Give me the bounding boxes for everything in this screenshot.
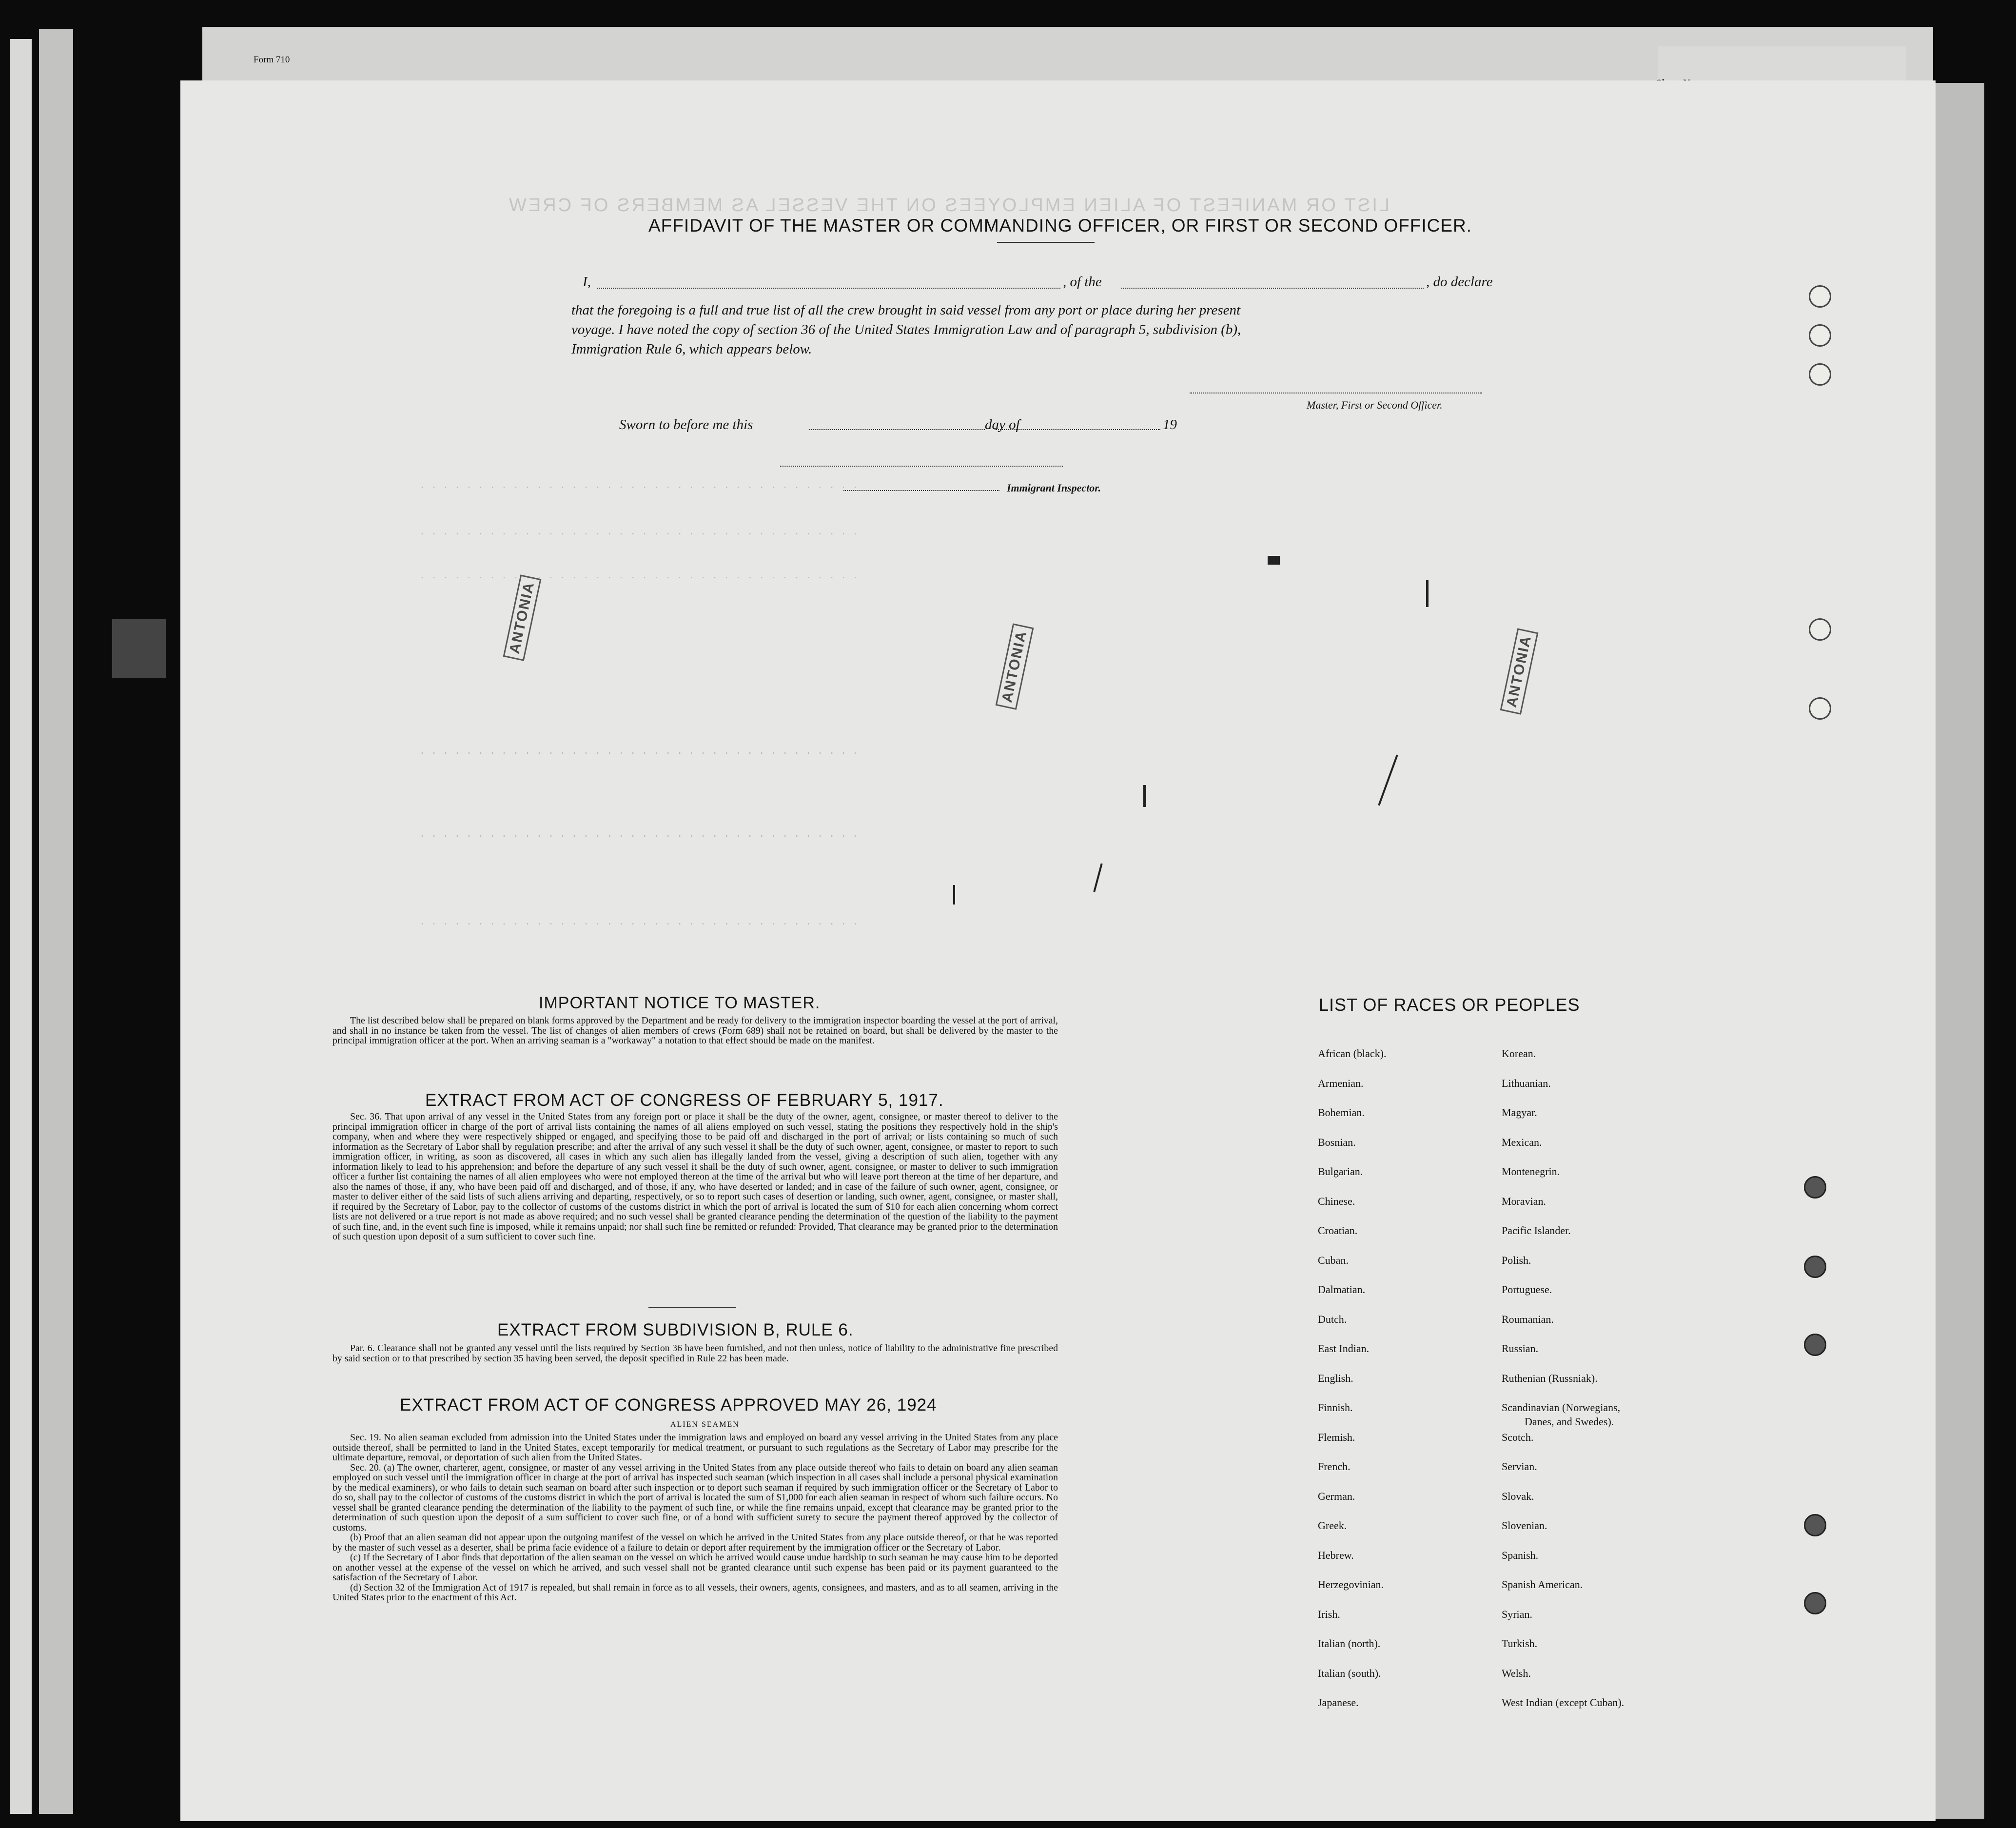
race-item: Spanish. bbox=[1502, 1549, 1539, 1561]
binder-hole bbox=[1804, 1334, 1826, 1356]
bleed-through-row: . . . . . . . . . . . . . . . . . . . . . . . . . . . . . . . . . . . . . . bbox=[419, 570, 859, 582]
race-item: Italian (south). bbox=[1318, 1667, 1381, 1679]
race-item: Greek. bbox=[1318, 1519, 1347, 1532]
notice-title: IMPORTANT NOTICE TO MASTER. bbox=[539, 994, 821, 1012]
race-item: Flemish. bbox=[1318, 1431, 1355, 1443]
vessel-stamp: ANTONIA bbox=[1500, 628, 1539, 715]
race-item: English. bbox=[1318, 1372, 1353, 1384]
race-item: African (black). bbox=[1318, 1047, 1387, 1060]
affidavit-line-2: that the foregoing is a full and true list of all the crew brought in said vessel from any port or place during her present bbox=[571, 302, 1241, 318]
race-item: Italian (north). bbox=[1318, 1637, 1381, 1650]
race-item: Dalmatian. bbox=[1318, 1283, 1366, 1296]
race-item: Dutch. bbox=[1318, 1313, 1347, 1325]
sworn-day-field[interactable] bbox=[809, 429, 985, 430]
race-item: Herzegovinian. bbox=[1318, 1578, 1384, 1591]
race-item: Ruthenian (Russniak). bbox=[1502, 1372, 1598, 1384]
race-item: Welsh. bbox=[1502, 1667, 1531, 1679]
bleed-through-row: . . . . . . . . . . . . . . . . . . . . . . . . . . . . . . . . . . . . . . bbox=[419, 527, 859, 538]
binder-hole bbox=[1809, 324, 1831, 347]
declare-text: , do declare bbox=[1426, 274, 1493, 290]
affidavit-title: AFFIDAVIT OF THE MASTER OR COMMANDING OFFICER, OR FIRST OR SECOND OFFICER. bbox=[648, 216, 1472, 236]
ink-mark bbox=[1143, 785, 1146, 807]
race-item: Korean. bbox=[1502, 1047, 1536, 1060]
race-item: Moravian. bbox=[1502, 1195, 1546, 1207]
race-item: Bohemian. bbox=[1318, 1106, 1365, 1119]
race-item: West Indian (except Cuban). bbox=[1502, 1696, 1625, 1709]
race-item: Syrian. bbox=[1502, 1608, 1532, 1620]
form-number: Form 710 bbox=[254, 55, 290, 65]
section-divider bbox=[648, 1307, 736, 1308]
race-item: Finnish. bbox=[1318, 1401, 1353, 1414]
race-item: Bosnian. bbox=[1318, 1136, 1356, 1148]
inspector-label: Immigrant Inspector. bbox=[1007, 482, 1101, 494]
race-item: Mexican. bbox=[1502, 1136, 1542, 1148]
race-item: Magyar. bbox=[1502, 1106, 1537, 1119]
rule6-title: EXTRACT FROM SUBDIVISION B, RULE 6. bbox=[497, 1320, 854, 1339]
binder-hole bbox=[1804, 1514, 1826, 1536]
declarant-of-the: , of the bbox=[1063, 274, 1102, 290]
sworn-year: 19 bbox=[1163, 417, 1177, 432]
race-item: Roumanian. bbox=[1502, 1313, 1554, 1325]
race-item: Japanese. bbox=[1318, 1696, 1359, 1709]
race-item: Slovenian. bbox=[1502, 1519, 1547, 1532]
binder-hole bbox=[1809, 697, 1831, 720]
inspector-line bbox=[843, 490, 999, 491]
page-edge-left-2 bbox=[39, 29, 73, 1814]
ink-mark bbox=[1426, 580, 1429, 607]
extract-1924-title: EXTRACT FROM ACT OF CONGRESS APPROVED MAY 26, 1924 bbox=[400, 1396, 937, 1415]
race-item: Cuban. bbox=[1318, 1254, 1349, 1266]
vessel-stamp: ANTONIA bbox=[503, 574, 542, 661]
race-item: Pacific Islander. bbox=[1502, 1224, 1571, 1237]
sworn-month-field[interactable] bbox=[995, 429, 1160, 430]
race-item: German. bbox=[1318, 1490, 1355, 1502]
race-item: Russian. bbox=[1502, 1342, 1539, 1355]
ink-mark bbox=[1268, 556, 1280, 565]
extract-1917-title: EXTRACT FROM ACT OF CONGRESS OF FEBRUARY 5, 1917. bbox=[425, 1091, 944, 1110]
bleed-through-row: . . . . . . . . . . . . . . . . . . . . . . . . . . . . . . . . . . . . . . bbox=[419, 480, 859, 491]
rule6-text: Par. 6. Clearance shall not be granted any vessel until the lists required by Section 36 have been furnished, and not then unless, notice of liability to the administrative fine prescribed by said section or to that prescribed by section 35 having been served, the deposit specified in Rule 22 has been made. bbox=[333, 1343, 1058, 1364]
binder-hole bbox=[1809, 363, 1831, 386]
label-tab bbox=[112, 619, 166, 678]
race-item: Spanish American. bbox=[1502, 1578, 1583, 1591]
bleed-through-row: . . . . . . . . . . . . . . . . . . . . . . . . . . . . . . . . . . . . . . bbox=[419, 829, 859, 840]
race-item: Montenegrin. bbox=[1502, 1165, 1560, 1178]
alien-seamen-caption: ALIEN SEAMEN bbox=[670, 1420, 740, 1429]
notice-text: The list described below shall be prepared on blank forms approved by the Department and be ready for delivery to the immigration inspector boarding the vessel at the port of arrival, and shall in no instance be taken from the vessel. The list of changes of alien members of crews (Form 689) shall not be retained on board, but shall be delivered by the master to the principal immigration officer at the port. When an arriving seaman is a "workaway" a notation to that effect should be made on the manifest. bbox=[333, 1015, 1058, 1046]
race-item: Polish. bbox=[1502, 1254, 1531, 1266]
races-title: LIST OF RACES OR PEOPLES bbox=[1319, 995, 1580, 1015]
race-item: Slovak. bbox=[1502, 1490, 1534, 1502]
vessel-stamp: ANTONIA bbox=[996, 623, 1034, 710]
binder-hole bbox=[1804, 1176, 1826, 1199]
sworn-day-label: day of bbox=[985, 417, 1020, 432]
bleed-through-row: . . . . . . . . . . . . . . . . . . . . . . . . . . . . . . . . . . . . . . bbox=[419, 746, 859, 757]
race-item: Croatian. bbox=[1318, 1224, 1358, 1237]
extract-1924-text: Sec. 19. No alien seaman excluded from admission into the United States under the immigration laws and employed on board any vessel arriving in the United States from any place outside thereof, shall be permitted to land in the United States, except temporarily for medical treatment, or pursuant to such regulations as the Secretary of Labor may prescribe for the ultimate departure, removal, or deportation of such alien from the United States. Sec. 20. (a) The owner, charterer, agent, consignee, or master of any vessel arriving in the United States from any place outside thereof who fails to detain on board any alien seaman employed on such vessel until the immigration officer in charge at the port of arrival has inspected such seaman (which inspection in all cases shall include a personal physical examination by the medical examiners), or who fails to detain such seaman on board after such inspection or to deport such seaman if required by such immigration officer or the Secretary of Labor to do so, shall pay to the collector of customs of the customs district in which the port of arrival is located the sum of $1,000 for each alien seaman in respect of whom such failure occurs. No vessel shall be granted clearance pending the determination of the liability to the payment of such fine, or while the fine remains unpaid, except that clearance may be granted prior to the determination of such question upon the deposit of a sum sufficient to cover such fine, or of a bond with sufficient surety to secure the payment thereof approved by the collector of customs. (b) Proof that an alien seaman did not appear upon the outgoing manifest of the vessel on which he arrived in the United States from any place outside thereof, or that he was reported by the master of such vessel as a deserter, shall be prima facie evidence of a failure to detain or deport after requirement by the immigration officer or the Secretary of Labor. (c) If the Secretary of Labor finds that deportation of the alien seaman on the vessel on which he arrived would cause undue hardship to such seaman he may cause him to be deported on another vessel at the expense of the vessel on which he arrived, and such vessel shall not be granted clearance until such expense has been paid or its payment guaranteed to the satisfaction of the Secretary of Labor. (d) Section 32 of the Immigration Act of 1917 is repealed, but shall remain in force as to all vessels, their owners, agents, consignees, and masters, and as to all seamen, arriving in the United States prior to the enactment of this Act. bbox=[333, 1432, 1058, 1603]
race-item: Scotch. bbox=[1502, 1431, 1534, 1443]
bleed-through-row: . . . . . . . . . . . . . . . . . . . . . . . . . . . . . . . . . . . . . . bbox=[419, 917, 859, 928]
race-item: Danes, and Swedes). bbox=[1525, 1415, 1614, 1428]
race-item: French. bbox=[1318, 1460, 1351, 1473]
race-item: Turkish. bbox=[1502, 1637, 1538, 1650]
sworn-prefix: Sworn to before me this bbox=[619, 417, 753, 432]
race-item: Servian. bbox=[1502, 1460, 1537, 1473]
declarant-name-field[interactable] bbox=[597, 288, 1060, 289]
vessel-name-field[interactable] bbox=[1121, 288, 1424, 289]
binder-hole bbox=[1809, 285, 1831, 308]
race-item: Portuguese. bbox=[1502, 1283, 1552, 1296]
race-item: Bulgarian. bbox=[1318, 1165, 1363, 1178]
race-item: Lithuanian. bbox=[1502, 1077, 1551, 1089]
title-rule bbox=[997, 242, 1095, 243]
race-item: Irish. bbox=[1318, 1608, 1340, 1620]
declarant-prefix: I, bbox=[583, 274, 591, 290]
binder-hole bbox=[1804, 1592, 1826, 1614]
binder-hole bbox=[1809, 618, 1831, 641]
inspector-signature-field[interactable] bbox=[780, 466, 1063, 467]
race-item: Chinese. bbox=[1318, 1195, 1355, 1207]
affidavit-line-3: voyage. I have noted the copy of section 36 of the United States Immigration Law and of paragraph 5, subdivision (b), bbox=[571, 322, 1241, 337]
bleed-through-title: LIST OR MANIFEST OF ALIEN EMPLOYEES ON THE VESSEL AS MEMBERS OF CREW bbox=[507, 195, 1390, 216]
binder-hole bbox=[1804, 1256, 1826, 1278]
ink-mark bbox=[953, 885, 955, 904]
race-item: Armenian. bbox=[1318, 1077, 1364, 1089]
extract-1917-text: Sec. 36. That upon arrival of any vessel in the United States from any foreign port or place it shall be the duty of the owner, agent, consignee, or master thereof to deliver to the principal immigration officer in charge of the port of arrival lists containing the names of all aliens employed on such vessel, stating the positions they respectively hold in the ship's company, when and where they were respectively shipped or engaged, and specifying those to be paid off and discharged in the port of arrival; or lists containing so much of such information as the Secretary of Labor shall by regulation prescribe; and after the arrival of any such vessel it shall be the duty of such owner, agent, consignee, or master to report to such immigration officer, in writing, as soon as discovered, all cases in which any such alien has illegally landed from the vessel, giving a description of such alien, together with any information likely to lead to his apprehension; and before the departure of any such vessel it shall be the duty of such owner, agent, consignee, or master to deliver to such immigration officer a further list containing the names of all alien employees who were not employed thereon at the time of the arrival but who will leave port thereon at the time of her departure, and also the names of those, if any, who have been paid off and discharged, and of those, if any, who have deserted or landed; and in case of the failure of such owner, agent, consignee, or master to deliver either of the said lists of such aliens arriving and departing, respectively, or so to report such cases of desertion or landing, such owner, agent, consignee, or master shall, if required by the Secretary of Labor, pay to the collector of customs of the customs district in which the port of arrival is located the sum of $10 for each alien concerning whom correct lists are not delivered or a true report is not made as above required; and no such vessel shall be granted clearance pending the determination of the question of the liability to the payment of such fine, and, in the event such fine is imposed, while it remains unpaid; nor shall such fine be remitted or refunded: Provided, That clearance may be granted prior to the determination of such question upon deposit of a sum sufficient to cover such fine. bbox=[333, 1111, 1058, 1242]
race-item: Hebrew. bbox=[1318, 1549, 1354, 1561]
race-item: Scandinavian (Norwegians, bbox=[1502, 1401, 1621, 1414]
race-item: East Indian. bbox=[1318, 1342, 1370, 1355]
signature-label: Master, First or Second Officer. bbox=[1307, 399, 1443, 411]
page-edge-left bbox=[10, 39, 32, 1814]
affidavit-line-4: Immigration Rule 6, which appears below. bbox=[571, 341, 812, 357]
